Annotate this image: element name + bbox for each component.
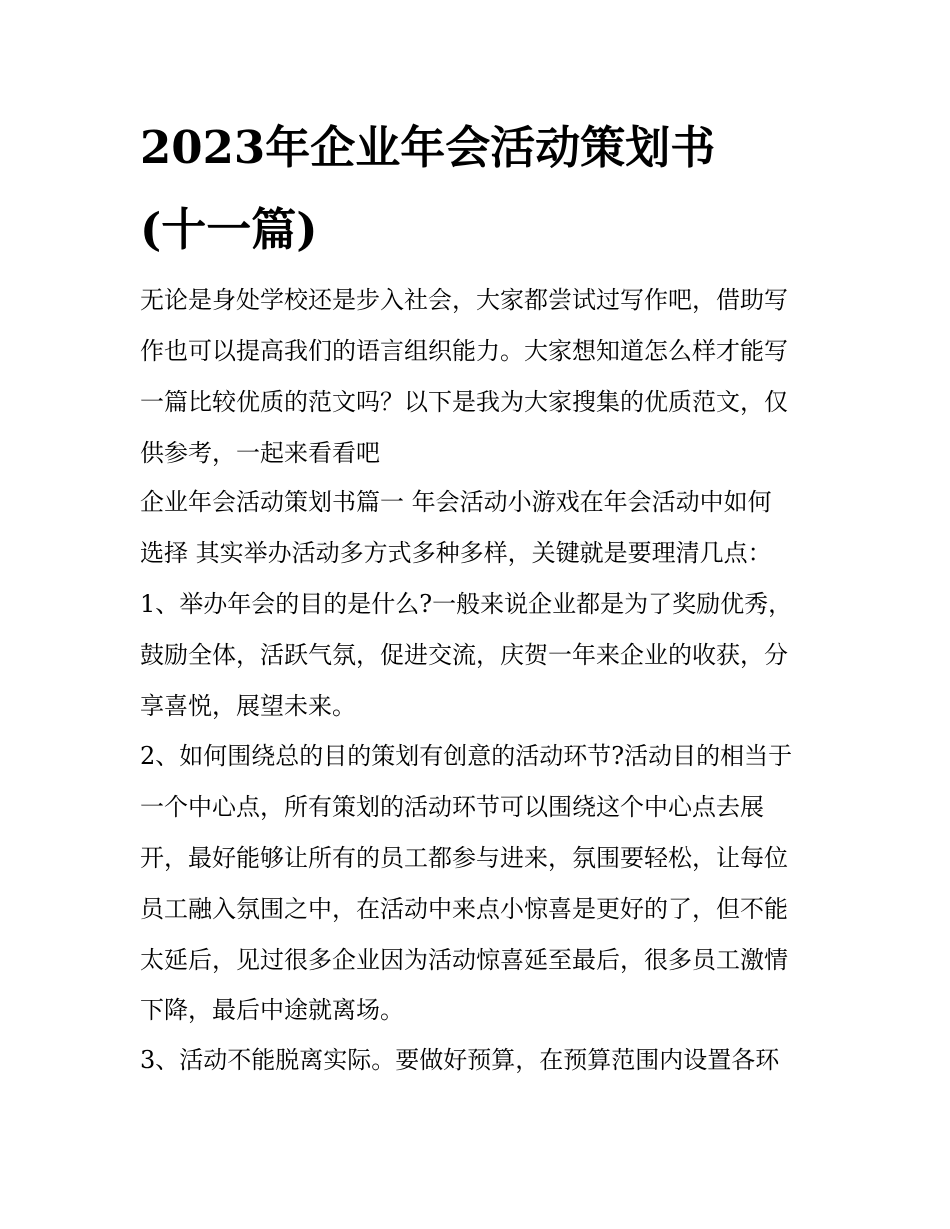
body-line-9: 享喜悦，展望未来。: [140, 692, 356, 720]
body-line-11: 一个中心点，所有策划的活动环节可以围绕这个中心点去展: [140, 793, 764, 821]
body-line-13: 员工融入氛围之中，在活动中来点小惊喜是更好的了，但不能: [140, 895, 788, 923]
title-year: 2023: [140, 121, 266, 174]
body-line-6: 选择 其实举办活动多方式多种多样，关键就是要理清几点：: [140, 539, 772, 567]
body-line-1: 无论是身处学校还是步入社会，大家都尝试过写作吧，借助写: [140, 286, 788, 314]
body-line-12: 开，最好能够让所有的员工都参与进来，氛围要轻松，让每位: [140, 844, 788, 872]
body-line-15: 下降，最后中途就离场。: [140, 996, 404, 1024]
body-line-2: 作也可以提高我们的语言组织能力。大家想知道怎么样才能写: [140, 337, 788, 365]
body-line-3: 一篇比较优质的范文吗？以下是我为大家搜集的优质范文，仅: [140, 388, 788, 416]
body-line-16: 3、活动不能脱离实际。要做好预算，在预算范围内设置各环: [140, 1046, 780, 1074]
title-text: 年企业年会活动策划书: [265, 121, 716, 174]
body-line-14: 太延后，见过很多企业因为活动惊喜延至最后，很多员工激情: [140, 946, 788, 974]
body-line-10: 2、如何围绕总的目的策划有创意的活动环节?活动目的相当于: [140, 742, 793, 770]
body-line-8: 鼓励全体，活跃气氛，促进交流，庆贺一年来企业的收获，分: [140, 641, 788, 669]
body-line-7: 1、举办年会的目的是什么?一般来说企业都是为了奖励优秀，: [140, 590, 793, 618]
document-title-line-1: [140, 108, 820, 188]
document-title-line-2: (十一篇): [140, 203, 318, 256]
body-line-5: 企业年会活动策划书篇一 年会活动小游戏在年会活动中如何: [140, 488, 772, 516]
body-line-4: 供参考，一起来看看吧: [140, 439, 380, 467]
